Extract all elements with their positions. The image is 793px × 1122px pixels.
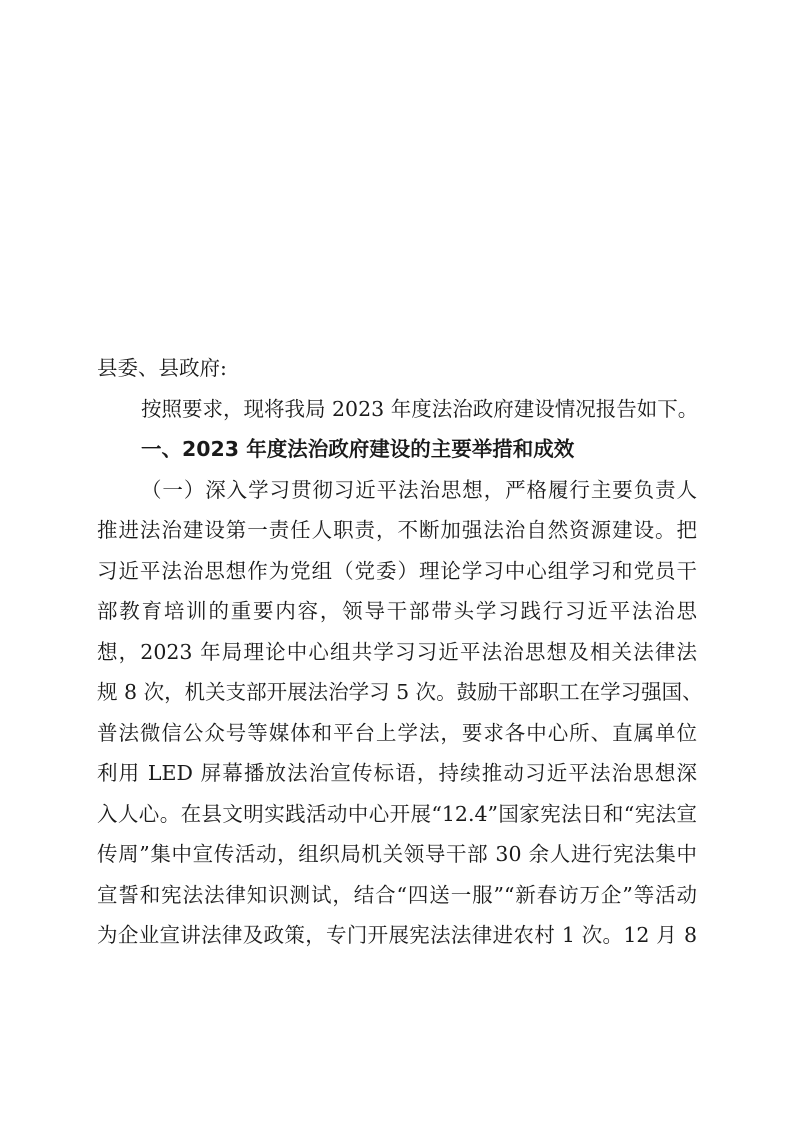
paragraph-line: 传周”集中宣传活动，组织局机关领导干部 30 余人进行宪法集中 [97, 842, 697, 866]
paragraph-line: 推进法治建设第一责任人职责，不断加强法治自然资源建设。把 [97, 518, 697, 542]
salutation: 县委、县政府: [97, 356, 227, 380]
intro-paragraph: 按照要求，现将我局 2023 年度法治政府建设情况报告如下。 [141, 396, 699, 421]
paragraph-line: （一）深入学习贯彻习近平法治思想，严格履行主要负责人 [141, 477, 697, 502]
paragraph-line: 宣誓和宪法法律知识测试，结合“四送一服”“新春访万企”等活动 [97, 882, 697, 907]
report-body [97, 348, 703, 956]
paragraph-line: 普法微信公众号等媒体和平台上学法，要求各中心所、直属单位 [97, 720, 697, 745]
paragraph-line: 部教育培训的重要内容，领导干部带头学习践行习近平法治思 [97, 599, 697, 623]
paragraph-line: 规 8 次，机关支部开展法治学习 5 次。鼓励干部职工在学习强国、 [97, 680, 703, 704]
paragraph-line: 想，2023 年局理论中心组共学习习近平法治思想及相关法律法 [97, 639, 697, 664]
paragraph-line: 入人心。在县文明实践活动中心开展“12.4”国家宪法日和“宪法宣 [97, 801, 697, 826]
paragraph-line: 利用 LED 屏幕播放法治宣传标语，持续推动习近平法治思想深 [97, 761, 697, 785]
section-heading: 一、2023 年度法治政府建设的主要举措和成效 [141, 437, 575, 461]
paragraph-line: 为企业宣讲法律及政策，专门开展宪法法律进农村 1 次。12 月 8 [97, 923, 697, 947]
paragraph-line: 习近平法治思想作为党组（党委）理论学习中心组学习和党员干 [97, 558, 697, 583]
